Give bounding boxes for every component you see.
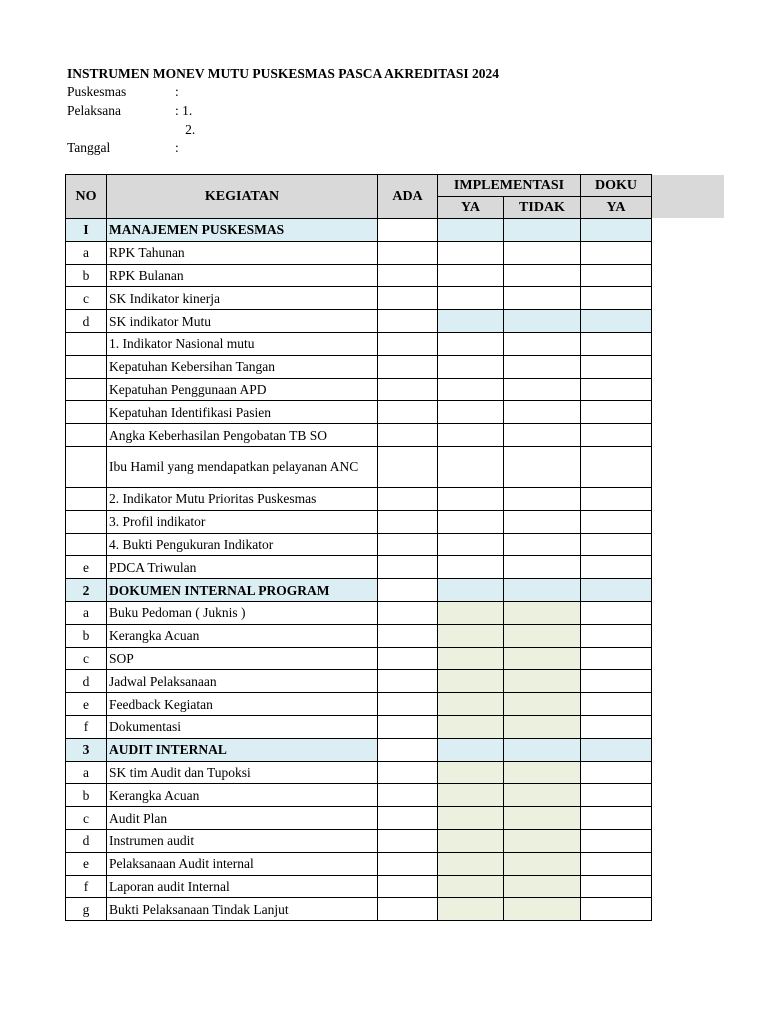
cell-impl-ya[interactable] — [438, 401, 504, 424]
row-kegiatan: 4. Bukti Pengukuran Indikator — [107, 533, 378, 556]
table-row — [66, 310, 652, 333]
row-kegiatan: Kerangka Acuan — [107, 624, 378, 647]
table-row — [66, 401, 652, 424]
cell-ada[interactable] — [378, 332, 438, 355]
cell-doku-ya[interactable] — [581, 241, 652, 264]
table-row — [66, 761, 652, 784]
meta-row-pelaksana-2 — [67, 122, 195, 138]
meta-row-puskesmas — [67, 84, 179, 100]
row-number: d — [66, 670, 107, 693]
table-row — [66, 332, 652, 355]
row-kegiatan: Kepatuhan Kebersihan Tangan — [107, 355, 378, 378]
cell-impl-tidak[interactable] — [504, 355, 581, 378]
cell-ada[interactable] — [378, 287, 438, 310]
cell-impl-tidak[interactable] — [504, 401, 581, 424]
cell-ada[interactable] — [378, 898, 438, 921]
row-kegiatan: SK tim Audit dan Tupoksi — [107, 761, 378, 784]
cell-ada[interactable] — [378, 401, 438, 424]
cell-impl-tidak[interactable] — [504, 715, 581, 738]
cell-ada[interactable] — [378, 670, 438, 693]
cell-ada[interactable] — [378, 601, 438, 624]
cell-impl-tidak[interactable] — [504, 693, 581, 716]
cell-ada[interactable] — [378, 693, 438, 716]
table-row — [66, 487, 652, 510]
cell-impl-ya[interactable] — [438, 424, 504, 447]
table-row — [66, 693, 652, 716]
row-kegiatan: Instrumen audit — [107, 829, 378, 852]
table-row — [66, 378, 652, 401]
table-row — [66, 829, 652, 852]
cell-impl-tidak[interactable] — [504, 829, 581, 852]
row-kegiatan: 3. Profil indikator — [107, 510, 378, 533]
cell-ada[interactable] — [378, 241, 438, 264]
row-kegiatan: PDCA Triwulan — [107, 556, 378, 579]
row-number: b — [66, 624, 107, 647]
table-row — [66, 852, 652, 875]
cell-doku-ya[interactable] — [581, 807, 652, 830]
cell-impl-ya[interactable] — [438, 624, 504, 647]
document-title: INSTRUMEN MONEV MUTU PUSKESMAS PASCA AKREDITASI 2024 — [67, 66, 500, 81]
monev-table — [65, 174, 652, 921]
meta-label: Tanggal — [67, 140, 111, 155]
cell-ada[interactable] — [378, 446, 438, 487]
cell-ada[interactable] — [378, 510, 438, 533]
meta-value: : — [175, 84, 179, 99]
table-row — [66, 264, 652, 287]
col-header-ya: YA — [438, 197, 504, 219]
col-header-tidak: TIDAK — [504, 197, 581, 219]
cell-doku-ya[interactable] — [581, 693, 652, 716]
row-kegiatan: Angka Keberhasilan Pengobatan TB SO — [107, 424, 378, 447]
cell-ada[interactable] — [378, 875, 438, 898]
cell-impl-tidak[interactable] — [504, 424, 581, 447]
cell-ada[interactable] — [378, 647, 438, 670]
row-kegiatan: Kerangka Acuan — [107, 784, 378, 807]
table-row — [66, 533, 652, 556]
row-number: f — [66, 715, 107, 738]
row-number: e — [66, 693, 107, 716]
cell-impl-ya[interactable] — [438, 533, 504, 556]
cell-doku-ya[interactable] — [581, 332, 652, 355]
meta-row-pelaksana — [67, 103, 192, 119]
cell-impl-tidak[interactable] — [504, 624, 581, 647]
cell-impl-tidak[interactable] — [504, 784, 581, 807]
meta-value: 2. — [175, 122, 196, 137]
cell-doku-ya[interactable] — [581, 310, 652, 333]
table-row — [66, 355, 652, 378]
cell-ada[interactable] — [378, 624, 438, 647]
meta-label: Pelaksana — [67, 103, 121, 118]
row-number: g — [66, 898, 107, 921]
row-number — [66, 533, 107, 556]
section-row — [66, 738, 652, 761]
cell-doku-ya[interactable] — [581, 829, 652, 852]
row-kegiatan: 1. Indikator Nasional mutu — [107, 332, 378, 355]
cell-impl-ya[interactable] — [438, 852, 504, 875]
cell-impl-tidak[interactable] — [504, 761, 581, 784]
cell-impl-tidak[interactable] — [504, 601, 581, 624]
col-header-ada: ADA — [378, 175, 438, 219]
cell-doku-ya[interactable] — [581, 487, 652, 510]
table-row — [66, 624, 652, 647]
cell-ada[interactable] — [378, 556, 438, 579]
cell-impl-ya[interactable] — [438, 670, 504, 693]
row-number — [66, 424, 107, 447]
cell-ada[interactable] — [378, 829, 438, 852]
cell-impl-tidak[interactable] — [504, 510, 581, 533]
row-number: c — [66, 807, 107, 830]
cell-doku-ya[interactable] — [581, 287, 652, 310]
row-kegiatan: SK indikator Mutu — [107, 310, 378, 333]
table-row — [66, 287, 652, 310]
row-number: f — [66, 875, 107, 898]
cell-impl-tidak[interactable] — [504, 332, 581, 355]
cell-ada[interactable] — [378, 579, 438, 602]
cell-doku-ya[interactable] — [581, 738, 652, 761]
cell-impl-tidak[interactable] — [504, 241, 581, 264]
row-number: d — [66, 310, 107, 333]
cell-impl-ya[interactable] — [438, 579, 504, 602]
cell-ada[interactable] — [378, 761, 438, 784]
cell-doku-ya[interactable] — [581, 378, 652, 401]
row-number: 3 — [66, 738, 107, 761]
cell-impl-tidak[interactable] — [504, 579, 581, 602]
row-kegiatan: Ibu Hamil yang mendapatkan pelayanan ANC — [107, 446, 378, 487]
cell-impl-ya[interactable] — [438, 875, 504, 898]
cell-impl-tidak[interactable] — [504, 446, 581, 487]
row-number — [66, 401, 107, 424]
row-kegiatan: Buku Pedoman ( Juknis ) — [107, 601, 378, 624]
cell-impl-ya[interactable] — [438, 264, 504, 287]
cell-impl-ya[interactable] — [438, 647, 504, 670]
row-kegiatan: RPK Tahunan — [107, 241, 378, 264]
cell-doku-ya[interactable] — [581, 219, 652, 242]
table-row — [66, 446, 652, 487]
cell-impl-tidak[interactable] — [504, 852, 581, 875]
row-kegiatan: RPK Bulanan — [107, 264, 378, 287]
table-row — [66, 241, 652, 264]
row-number: e — [66, 852, 107, 875]
cell-impl-tidak[interactable] — [504, 219, 581, 242]
cell-ada[interactable] — [378, 784, 438, 807]
cell-impl-ya[interactable] — [438, 378, 504, 401]
cell-doku-ya[interactable] — [581, 601, 652, 624]
row-number — [66, 510, 107, 533]
header-overflow-fill — [651, 175, 724, 218]
meta-row-tanggal — [67, 140, 179, 156]
cell-impl-tidak[interactable] — [504, 264, 581, 287]
section-row — [66, 219, 652, 242]
cell-ada[interactable] — [378, 424, 438, 447]
row-kegiatan: Feedback Kegiatan — [107, 693, 378, 716]
cell-ada[interactable] — [378, 378, 438, 401]
row-number — [66, 355, 107, 378]
row-kegiatan: Jadwal Pelaksanaan — [107, 670, 378, 693]
table-row — [66, 647, 652, 670]
cell-impl-tidak[interactable] — [504, 378, 581, 401]
cell-impl-ya[interactable] — [438, 310, 504, 333]
row-number: a — [66, 241, 107, 264]
col-header-implementasi: IMPLEMENTASI — [438, 175, 581, 197]
row-number — [66, 332, 107, 355]
cell-impl-ya[interactable] — [438, 807, 504, 830]
col-header-no: NO — [66, 175, 107, 219]
cell-impl-ya[interactable] — [438, 219, 504, 242]
cell-impl-tidak[interactable] — [504, 647, 581, 670]
cell-doku-ya[interactable] — [581, 852, 652, 875]
cell-impl-ya[interactable] — [438, 487, 504, 510]
cell-impl-ya[interactable] — [438, 693, 504, 716]
row-number — [66, 487, 107, 510]
row-kegiatan: Audit Plan — [107, 807, 378, 830]
row-number: I — [66, 219, 107, 242]
row-kegiatan: 2. Indikator Mutu Prioritas Puskesmas — [107, 487, 378, 510]
cell-impl-ya[interactable] — [438, 556, 504, 579]
cell-doku-ya[interactable] — [581, 424, 652, 447]
row-number: d — [66, 829, 107, 852]
row-number — [66, 446, 107, 487]
cell-doku-ya[interactable] — [581, 264, 652, 287]
cell-ada[interactable] — [378, 487, 438, 510]
row-number: e — [66, 556, 107, 579]
table-row — [66, 875, 652, 898]
cell-impl-tidak[interactable] — [504, 875, 581, 898]
table-row — [66, 807, 652, 830]
cell-doku-ya[interactable] — [581, 401, 652, 424]
row-kegiatan: SOP — [107, 647, 378, 670]
cell-impl-tidak[interactable] — [504, 738, 581, 761]
cell-doku-ya[interactable] — [581, 761, 652, 784]
col-header-doku: DOKU — [581, 175, 652, 197]
cell-ada[interactable] — [378, 715, 438, 738]
cell-doku-ya[interactable] — [581, 647, 652, 670]
table-row — [66, 424, 652, 447]
cell-doku-ya[interactable] — [581, 784, 652, 807]
cell-impl-tidak[interactable] — [504, 898, 581, 921]
cell-impl-tidak[interactable] — [504, 287, 581, 310]
row-number: a — [66, 601, 107, 624]
row-kegiatan: MANAJEMEN PUSKESMAS — [107, 219, 378, 242]
row-kegiatan: DOKUMEN INTERNAL PROGRAM — [107, 579, 378, 602]
cell-impl-ya[interactable] — [438, 784, 504, 807]
row-number: c — [66, 287, 107, 310]
cell-ada[interactable] — [378, 807, 438, 830]
cell-ada[interactable] — [378, 310, 438, 333]
row-number — [66, 378, 107, 401]
col-header-doku-ya: YA — [581, 197, 652, 219]
row-kegiatan: Laporan audit Internal — [107, 875, 378, 898]
table-row — [66, 715, 652, 738]
cell-impl-tidak[interactable] — [504, 533, 581, 556]
cell-doku-ya[interactable] — [581, 446, 652, 487]
row-number: b — [66, 264, 107, 287]
cell-impl-ya[interactable] — [438, 332, 504, 355]
cell-impl-ya[interactable] — [438, 355, 504, 378]
cell-impl-tidak[interactable] — [504, 310, 581, 333]
table-body — [66, 219, 652, 921]
row-kegiatan: AUDIT INTERNAL — [107, 738, 378, 761]
cell-doku-ya[interactable] — [581, 510, 652, 533]
cell-ada[interactable] — [378, 219, 438, 242]
cell-ada[interactable] — [378, 533, 438, 556]
cell-impl-ya[interactable] — [438, 601, 504, 624]
row-kegiatan: Dokumentasi — [107, 715, 378, 738]
cell-impl-tidak[interactable] — [504, 670, 581, 693]
row-number: a — [66, 761, 107, 784]
row-number: b — [66, 784, 107, 807]
cell-impl-ya[interactable] — [438, 510, 504, 533]
meta-value: : 1. — [175, 103, 193, 118]
cell-impl-ya[interactable] — [438, 715, 504, 738]
cell-ada[interactable] — [378, 852, 438, 875]
cell-ada[interactable] — [378, 264, 438, 287]
cell-doku-ya[interactable] — [581, 670, 652, 693]
table-row — [66, 898, 652, 921]
row-kegiatan: Kepatuhan Penggunaan APD — [107, 378, 378, 401]
cell-impl-ya[interactable] — [438, 761, 504, 784]
cell-impl-ya[interactable] — [438, 898, 504, 921]
cell-doku-ya[interactable] — [581, 624, 652, 647]
cell-impl-ya[interactable] — [438, 446, 504, 487]
cell-doku-ya[interactable] — [581, 579, 652, 602]
cell-impl-ya[interactable] — [438, 287, 504, 310]
cell-doku-ya[interactable] — [581, 715, 652, 738]
row-kegiatan: SK Indikator kinerja — [107, 287, 378, 310]
table-row — [66, 784, 652, 807]
table-row — [66, 670, 652, 693]
meta-value: : — [175, 140, 179, 155]
cell-impl-tidak[interactable] — [504, 487, 581, 510]
table-row — [66, 601, 652, 624]
row-number: c — [66, 647, 107, 670]
cell-impl-tidak[interactable] — [504, 556, 581, 579]
cell-doku-ya[interactable] — [581, 898, 652, 921]
cell-doku-ya[interactable] — [581, 533, 652, 556]
meta-label: Puskesmas — [67, 84, 127, 99]
cell-ada[interactable] — [378, 355, 438, 378]
cell-impl-ya[interactable] — [438, 241, 504, 264]
col-header-kegiatan: KEGIATAN — [107, 175, 378, 219]
table-row — [66, 556, 652, 579]
table-row — [66, 510, 652, 533]
row-kegiatan: Pelaksanaan Audit internal — [107, 852, 378, 875]
cell-doku-ya[interactable] — [581, 875, 652, 898]
cell-doku-ya[interactable] — [581, 556, 652, 579]
cell-impl-ya[interactable] — [438, 738, 504, 761]
cell-doku-ya[interactable] — [581, 355, 652, 378]
row-kegiatan: Kepatuhan Identifikasi Pasien — [107, 401, 378, 424]
row-kegiatan: Bukti Pelaksanaan Tindak Lanjut — [107, 898, 378, 921]
cell-ada[interactable] — [378, 738, 438, 761]
section-row — [66, 579, 652, 602]
cell-impl-ya[interactable] — [438, 829, 504, 852]
row-number: 2 — [66, 579, 107, 602]
cell-impl-tidak[interactable] — [504, 807, 581, 830]
